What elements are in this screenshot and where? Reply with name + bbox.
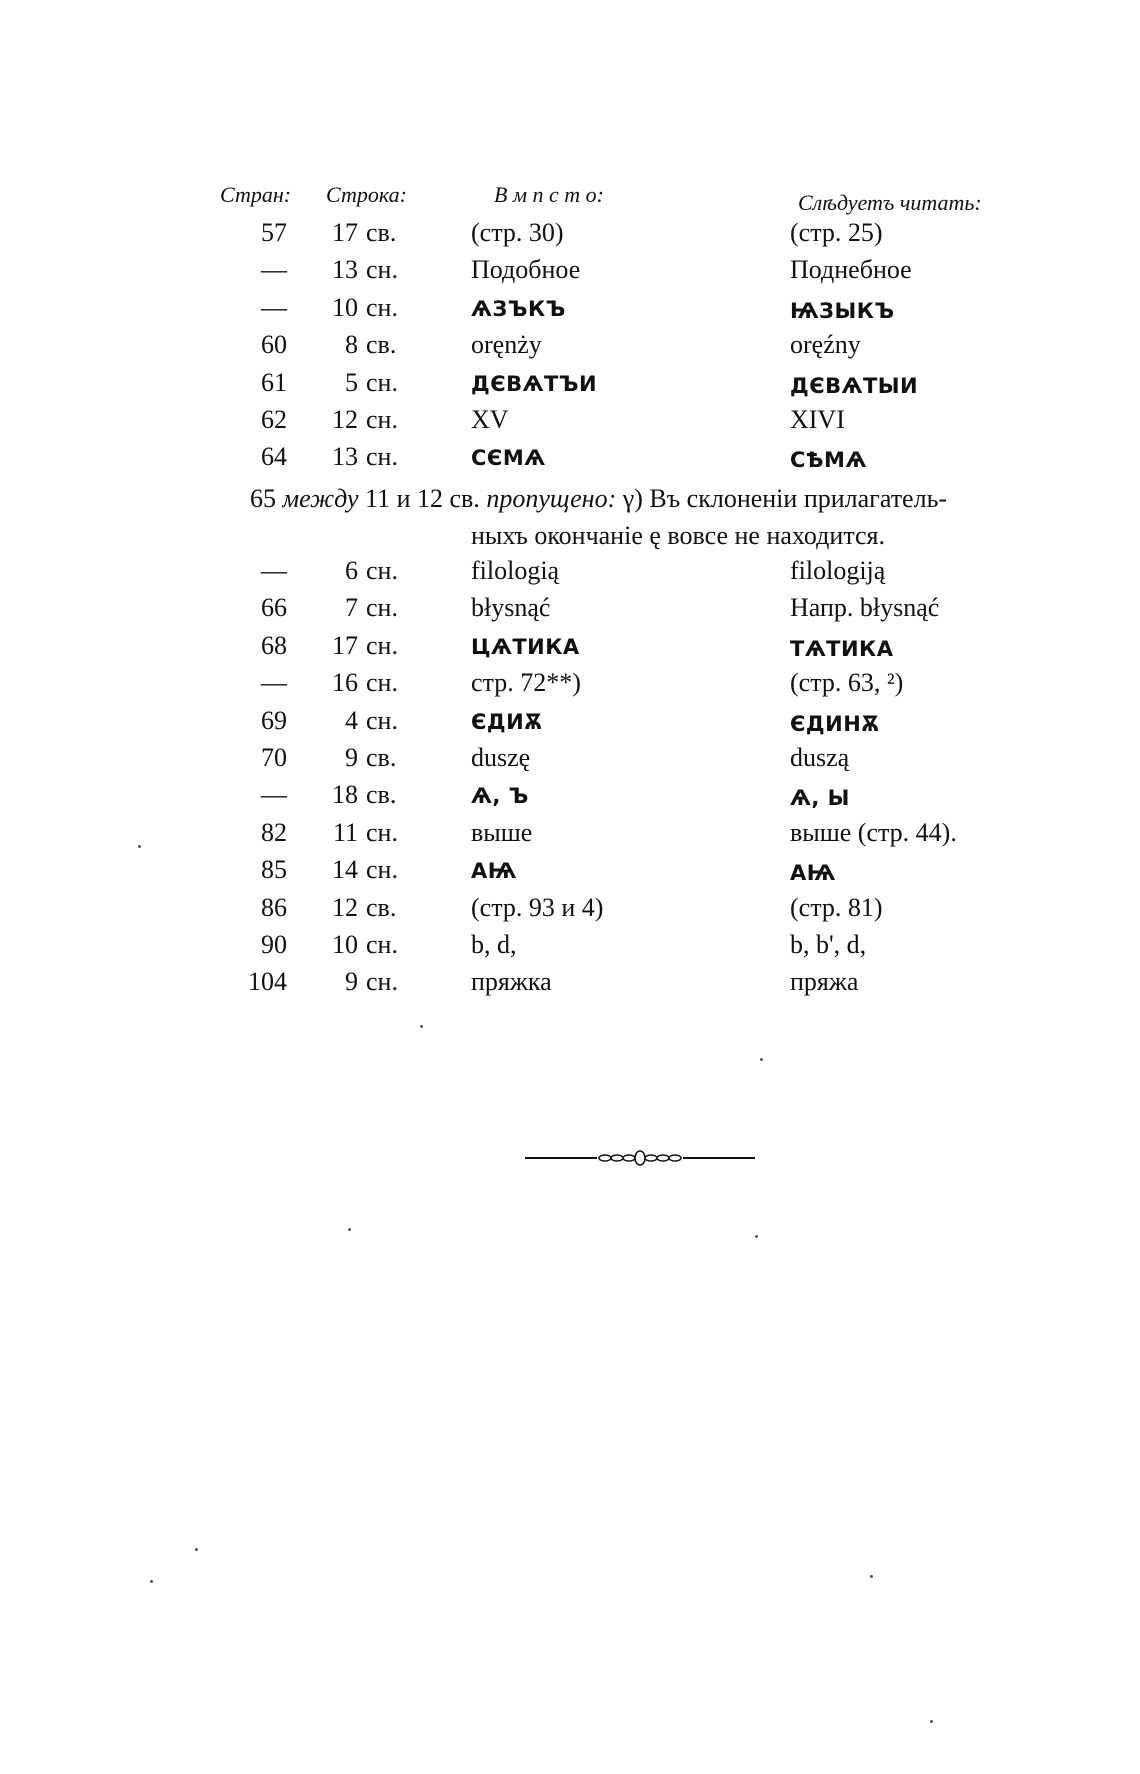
row-correct-text: Поднебное [790,255,912,285]
row-page-number: 69 [261,705,287,735]
row-page-number: — [261,668,287,698]
row-line-number: 9 [345,967,358,997]
row-instead-text: АѨ [471,859,517,884]
row-instead-text: пряжка [471,967,552,997]
row-correct-text: filologiją [790,556,886,585]
row-instead-text: ЦѦТИКА [471,634,580,659]
row-line-direction: св. [366,892,397,922]
row-page-number: 60 [261,330,287,360]
row-line-direction: сн. [366,367,398,397]
print-speck [930,1720,933,1723]
row-line-number: 13 [332,442,358,472]
row-correct-text: oręźny [790,330,861,360]
errata-row [0,780,1140,817]
print-speck [150,1580,153,1583]
print-speck [348,1228,351,1231]
row-line-direction: сн. [366,405,398,434]
errata-row [0,593,1140,630]
row-instead-text: СЄМѦ [471,446,546,471]
errata-row [0,818,1140,855]
row-instead-text: oręnży [471,330,542,360]
header-instead: В м п с т о: [494,182,604,207]
errata-row [0,218,1140,255]
errata-row [0,668,1140,705]
print-speck [420,1025,423,1028]
errata-row [0,330,1140,367]
row-line-number: 9 [345,743,358,772]
row-line-direction: сн. [366,255,398,285]
errata-row [0,855,1140,892]
row-correct-text: выше (стр. 44). [790,817,957,847]
row-instead-text: выше [471,817,533,847]
row-instead-text: ДЄВѦТЪИ [471,371,598,396]
note-text-2: ныхъ окончаніе ę вовсе не находится. [471,521,886,550]
row-line-direction: сн. [366,668,398,698]
row-page-number: 85 [261,855,287,885]
row-correct-text: ЄДИНѪ [790,711,880,736]
row-line-number: 12 [332,892,358,922]
row-line-number: 13 [332,255,358,285]
row-correct-text: Ѧ, Ы [790,786,850,811]
row-correct-text: пряжа [790,967,859,997]
row-page-number: 82 [261,817,287,847]
errata-row [0,442,1140,479]
note-between: между [282,484,359,513]
row-line-number: 12 [332,405,358,434]
row-page-number: 61 [261,367,287,397]
row-instead-text: ЄДИѪ [471,709,543,734]
errata-row [0,631,1140,668]
row-correct-text: ТѦТИКА [790,636,894,661]
row-page-number: 70 [261,743,287,772]
row-instead-text: стр. 72**) [471,668,581,698]
row-line-direction: сн. [366,705,398,735]
row-line-direction: сн. [366,967,398,997]
row-page-number: 68 [261,630,287,660]
row-line-direction: св. [366,780,397,810]
errata-row [0,405,1140,442]
errata-row [0,893,1140,930]
row-page-number: 104 [248,967,287,997]
errata-row [0,706,1140,743]
row-instead-text: duszę [471,743,531,772]
row-line-direction: сн. [366,593,398,623]
row-line-direction: сн. [366,817,398,847]
row-instead-text: b, d, [471,930,517,959]
row-line-direction: св. [366,330,397,360]
row-line-direction: сн. [366,930,398,959]
errata-row [0,293,1140,330]
row-correct-text: duszą [790,743,850,772]
row-page-number: — [261,780,287,810]
header-read: Слѣдуетъ читать: [798,190,982,215]
row-correct-text: b, b', d, [790,930,867,959]
row-line-number: 17 [332,218,358,247]
row-line-number: 5 [345,367,358,397]
row-instead-text: (стр. 30) [471,218,564,247]
row-line-number: 11 [332,817,358,847]
row-line-direction: сн. [366,630,398,660]
row-correct-text: XIVI [790,405,845,434]
row-line-number: 7 [345,593,358,623]
errata-row [0,743,1140,780]
row-instead-text: Ѧ, Ъ [471,784,529,809]
row-line-number: 18 [332,780,358,810]
print-speck [195,1548,198,1551]
row-line-number: 17 [332,630,358,660]
row-page-number: — [261,292,287,322]
note-page: 65 [250,484,276,513]
row-line-number: 10 [332,292,358,322]
row-correct-text: ѨЗЫКЪ [790,298,895,323]
row-correct-text: (стр. 63, ²) [790,668,904,698]
print-speck [870,1575,873,1578]
row-line-number: 8 [345,330,358,360]
row-line-direction: сн. [366,855,398,885]
row-page-number: 57 [261,218,287,247]
row-correct-text: Напр. błysnąć [790,593,940,623]
row-page-number: 62 [261,405,287,434]
row-page-number: 64 [261,442,287,472]
row-instead-text: XV [471,405,509,434]
row-page-number: 66 [261,593,287,623]
row-correct-text: ДЄВѦТЫИ [790,373,919,398]
row-instead-text: błysnąć [471,593,551,623]
errata-row [0,556,1140,593]
row-correct-text: (стр. 81) [790,892,883,922]
row-line-direction: сн. [366,442,398,472]
ornament-divider [525,1148,755,1168]
row-page-number: — [261,556,287,585]
row-line-number: 4 [345,705,358,735]
print-speck [755,1235,758,1238]
row-line-direction: сн. [366,556,398,585]
row-correct-text: СѢМѦ [790,448,867,473]
print-speck [760,1058,763,1061]
row-page-number: — [261,255,287,285]
print-speck [138,845,141,848]
row-instead-text: ѦЗЪКЪ [471,296,566,321]
note-text-1: γ) Въ склоненіи прилагатель- [622,484,948,513]
row-line-number: 10 [332,930,358,959]
row-line-direction: св. [366,218,397,247]
note-lines: 11 и 12 [365,484,443,513]
row-line-direction: св. [366,743,397,772]
row-page-number: 86 [261,892,287,922]
note-unit: св. [449,484,480,513]
row-instead-text: Подобное [471,255,581,285]
errata-row [0,967,1140,1004]
header-line: Строка: [326,182,407,207]
note-omitted: пропущено: [486,484,617,513]
row-correct-text: АѨ [790,861,836,886]
errata-row [0,930,1140,967]
row-page-number: 90 [261,930,287,959]
errata-row [0,368,1140,405]
row-line-direction: сн. [366,292,398,322]
header-page: Стран: [220,182,292,207]
row-line-number: 6 [345,556,358,585]
errata-row [0,255,1140,292]
row-line-number: 14 [332,855,358,885]
row-instead-text: (стр. 93 и 4) [471,892,604,922]
row-instead-text: filologią [471,556,560,585]
row-line-number: 16 [332,668,358,698]
row-correct-text: (стр. 25) [790,218,883,247]
